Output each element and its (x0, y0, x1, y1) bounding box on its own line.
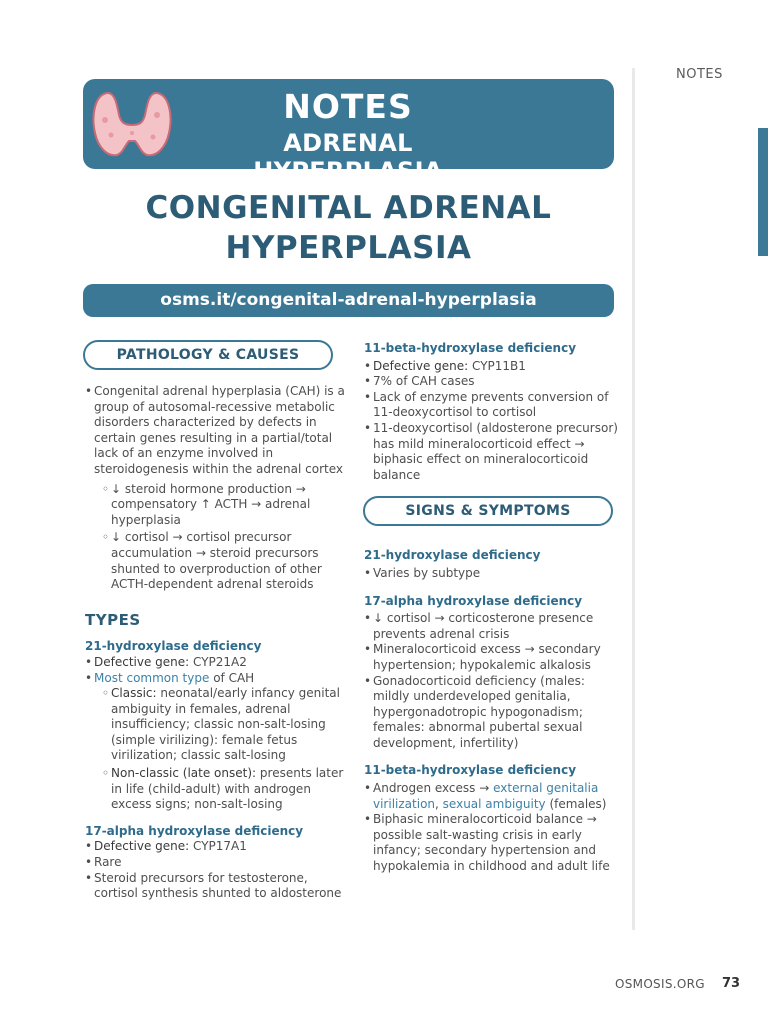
page-title (83, 188, 614, 268)
sub-bullet-acth: ◦ ↓ steroid hormone production → compensatory ↑ ACTH → adrenal hyperplasia (85, 482, 345, 529)
symptom-17-heading: 17-alpha hydroxylase deficiency (364, 593, 583, 608)
type-11-effect: • 11-deoxycortisol (aldosterone precursor) has mild mineralocorticoid effect → biphasic effect on mineralocorticoid balance (364, 421, 619, 483)
symptom-11-bullet-1: • Androgen excess → external genitalia virilization, sexual ambiguity (females) (364, 781, 619, 812)
intro-bullet: • Congenital adrenal hyperplasia (CAH) is a group of autosomal-recessive metabolic disorders characterized by defects in certain genes resulting in a partial/total lack of an enzyme involved in steroidogenesis within the adrenal cortex (85, 384, 345, 478)
symptom-21-heading: 21-hydroxylase deficiency (364, 548, 541, 563)
signs-symptoms-heading: SIGNS & SYMPTOMS (363, 496, 613, 526)
banner-subtitle: ADRENAL HYPERPLASIA (253, 129, 443, 185)
chapter-tab (758, 128, 768, 256)
right-column (364, 341, 619, 875)
type-17-gene: • Defective gene: CYP17A1 (85, 839, 345, 855)
symptom-11-bullet-2: • Biphasic mineralocorticoid balance → possible salt-wasting crisis in early infancy; secondary hypertension and hypokalemia in childhood and adult life (364, 812, 619, 874)
external-genitalia-virilization-link[interactable]: external genitalia virilization (373, 781, 599, 811)
types-heading: TYPES (85, 610, 141, 629)
type-21-gene: • Defective gene: CYP21A2 (85, 655, 345, 671)
type-21-common: • Most common type of CAH (85, 671, 345, 687)
type-11-heading: 11-beta-hydroxylase deficiency (364, 341, 577, 355)
type-11-percent: • 7% of CAH cases (364, 374, 619, 390)
side-notes-label: NOTES (676, 67, 723, 82)
symptom-17-bullet-1: • ↓ cortisol → corticosterone presence prevents adrenal crisis (364, 611, 619, 642)
page-title-line-1: CONGENITAL ADRENAL (145, 190, 552, 226)
banner-title: NOTES (283, 87, 413, 126)
page-title-line-2: HYPERPLASIA (225, 230, 472, 266)
type-11-gene: • Defective gene: CYP11B1 (364, 359, 619, 375)
left-column (85, 384, 345, 902)
type-21-nonclassic: ◦ Non-classic (late onset): presents later in life (child-adult) with androgen excess signs; non-salt-losing (85, 766, 345, 813)
footer-site: OSMOSIS.ORG (615, 977, 705, 991)
most-common-type-link[interactable]: Most common type (94, 670, 210, 685)
header-banner (83, 79, 614, 185)
symptom-17-bullet-3: • Gonadocorticoid deficiency (males: mildly underdeveloped genitalia, hypergonadotropic hypogonadism; females: abnormal pubertal sexual development, infertility) (364, 674, 619, 752)
type-11-lack: • Lack of enzyme prevents conversion of 11-deoxycortisol to cortisol (364, 390, 619, 421)
type-21-heading: 21-hydroxylase deficiency (85, 639, 262, 654)
symptom-11-heading: 11-beta-hydroxylase deficiency (364, 763, 577, 778)
type-17-shunt: • Steroid precursors for testosterone, cortisol synthesis shunted to aldosterone (85, 871, 345, 902)
url-link[interactable]: osms.it/congenital-adrenal-hyperplasia (83, 284, 614, 317)
sub-bullet-cortisol: ◦ ↓ cortisol → cortisol precursor accumulation → steroid precursors shunted to overproduction of other ACTH-dependent adrenal steroids (85, 530, 345, 592)
type-17-heading: 17-alpha hydroxylase deficiency (85, 823, 304, 838)
sexual-ambiguity-link[interactable]: sexual ambiguity (442, 796, 546, 811)
symptom-21-bullet: • Varies by subtype (364, 566, 619, 582)
page-number: 73 (722, 976, 741, 991)
symptom-17-bullet-2: • Mineralocorticoid excess → secondary hypertension; hypokalemic alkalosis (364, 642, 619, 673)
thyroid-gland-icon (87, 85, 177, 165)
column-divider (632, 68, 635, 930)
pathology-causes-heading: PATHOLOGY & CAUSES (83, 340, 333, 370)
type-21-classic: ◦ Classic: neonatal/early infancy genital ambiguity in females, adrenal insufficiency; classic non-salt-losing (simple virilizing): female fetus virilization; classic salt-losing (85, 686, 345, 764)
type-17-rare: • Rare (85, 855, 345, 871)
